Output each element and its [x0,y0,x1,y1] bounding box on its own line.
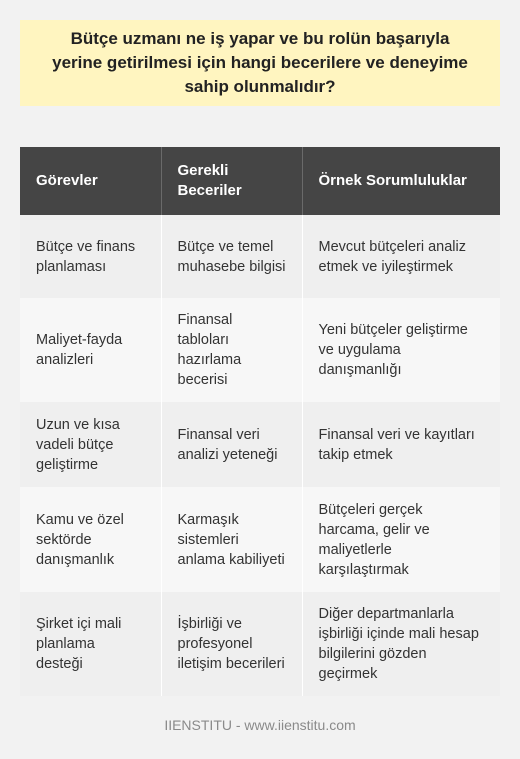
table-cell: Finansal veri analizi yeteneği [161,402,302,487]
table-cell: Finansal veri ve kayıtları takip etmek [302,402,500,487]
table-row [20,298,500,402]
table-cell: Şirket içi mali planlama desteği [20,592,161,696]
table-cell: Bütçe ve finans planlaması [20,215,161,298]
table-cell: Yeni bütçeler geliştirme ve uygulama danışmanlığı [302,298,500,402]
table-cell: Mevcut bütçeleri analiz etmek ve iyileştirmek [302,215,500,298]
table-row [20,215,500,298]
footer-credit: IIENSTITU - www.iienstitu.com [164,717,356,733]
column-header-responsibilities: Örnek Sorumluluklar [302,147,500,215]
table-cell: Bütçeleri gerçek harcama, gelir ve maliyetlerle karşılaştırmak [302,487,500,592]
column-header-skills: Gerekli Beceriler [161,147,302,215]
table-cell: Uzun ve kısa vadeli bütçe geliştirme [20,402,161,487]
page-title: Bütçe uzmanı ne iş yapar ve bu rolün başarıyla yerine getirilmesi için hangi becerilere ve deneyime sahip olunmalıdır? [52,29,468,96]
table-cell: Maliyet-fayda analizleri [20,298,161,402]
table-header-row [20,147,500,215]
table-cell: Karmaşık sistemleri anlama kabiliyeti [161,487,302,592]
table-cell: Bütçe ve temel muhasebe bilgisi [161,215,302,298]
table-cell: İşbirliği ve profesyonel iletişim becerileri [161,592,302,696]
table-cell: Diğer departmanlarla işbirliği içinde mali hesap bilgilerini gözden geçirmek [302,592,500,696]
table-row [20,592,500,696]
table-cell: Finansal tabloları hazırlama becerisi [161,298,302,402]
title-banner [20,20,500,106]
column-header-tasks: Görevler [20,147,161,215]
table-row [20,487,500,592]
tasks-table [20,147,500,696]
table-cell: Kamu ve özel sektörde danışmanlık [20,487,161,592]
table-row [20,402,500,487]
